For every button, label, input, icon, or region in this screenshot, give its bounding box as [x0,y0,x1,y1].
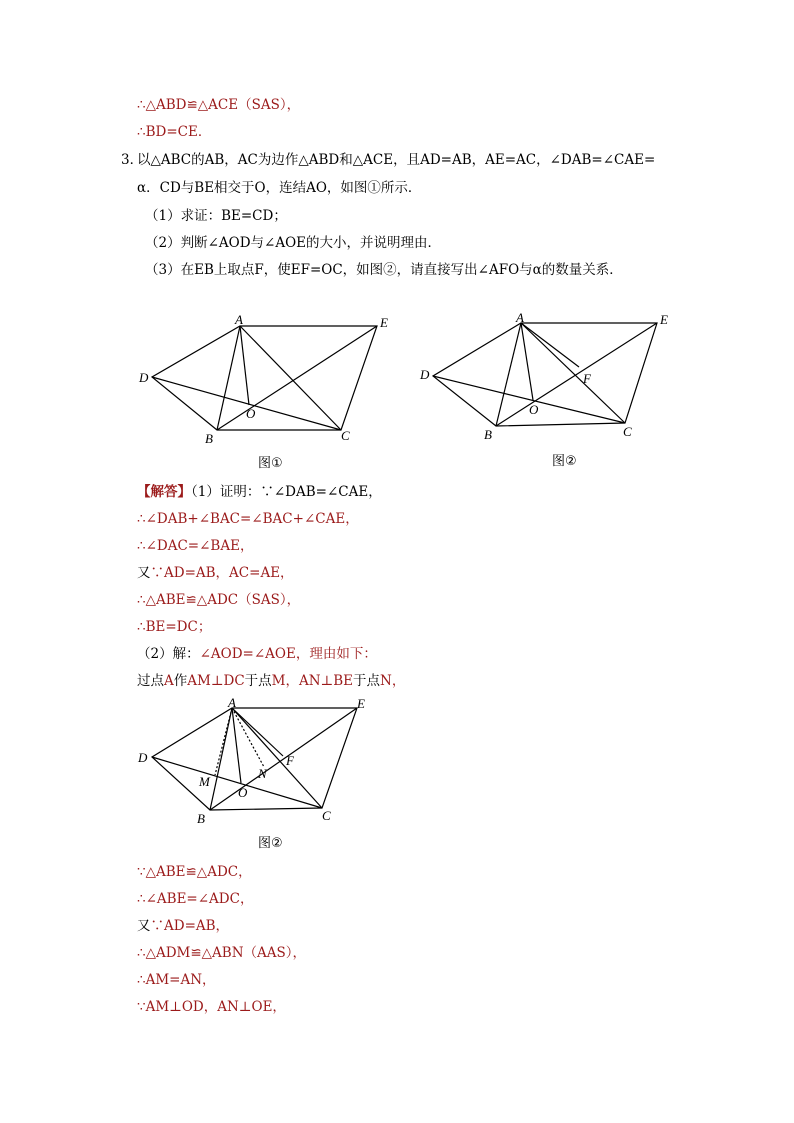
step-10 [137,917,229,935]
fig2-label-F: F [583,371,591,386]
fig3-label-M: M [199,774,210,789]
step-6 [137,645,377,663]
figure-3 [152,708,357,810]
fig1-label-C: C [341,428,350,443]
fig2-label-D: D [420,367,430,382]
fig3-label-E: E [357,696,365,711]
step-13: ∵AM⊥OD，AN⊥OE， [137,999,286,1015]
proof-line-2: ∴BD=CE． [137,124,212,140]
fig2-label-C: C [623,424,632,439]
question-number: 3． [121,152,144,168]
fig1-line-EB [217,326,377,430]
figure-1 [152,326,377,430]
step-3-prefix: 又 [137,565,151,581]
fig2-line-AB [496,323,521,426]
fig2-label-B: B [484,427,492,442]
fig2-caption: 图② [552,454,577,469]
fig2-label-O: O [529,402,539,417]
step-7-h: N， [380,673,406,689]
step-10-prefix: 又 [137,918,151,934]
fig3-label-D: D [138,750,148,765]
step-1: ∴∠DAB+∠BAC=∠BAC+∠CAE， [137,511,359,527]
fig3-line-DC [152,757,322,808]
step-10-text: ∵AD=AB， [150,918,230,934]
fig3-label-C: C [322,808,331,823]
fig3-line-AB [210,708,232,810]
step-9: ∴∠ABE=∠ADC， [137,891,254,907]
answer-tag: 【解答】 [137,484,191,500]
fig3-line-AO [232,708,241,783]
fig1-outline [152,326,377,430]
step-6-prefix: （2）解： [137,646,200,662]
fig1-caption: 图① [258,456,283,471]
fig3-outline [152,708,357,810]
question-part-3: （3）在EB上取点F，使EF=OC，如图②，请直接写出∠AFO与α的数量关系． [145,262,623,278]
fig3-caption: 图② [258,836,283,851]
step-8: ∵△ABE≌△ADC， [137,864,252,880]
fig2-label-A: A [516,310,524,325]
fig2-line-AO [521,323,533,400]
fig1-label-E: E [380,315,388,330]
step-12: ∴AM=AN， [137,972,216,988]
step-6-text: ∠AOD=∠AOE，理由如下： [199,646,377,662]
question-text-2: α．CD与BE相交于O，连结AO，如图①所示． [137,180,422,196]
fig3-label-F: F [286,753,294,768]
step-7-e: 于点 [244,673,272,689]
fig3-label-A: A [228,695,236,710]
step-3 [137,564,294,582]
fig1-label-A: A [235,312,243,327]
fig1-line-AB [217,326,240,430]
step-7-b: A [164,673,174,689]
figure-2 [433,323,657,426]
fig3-label-B: B [197,811,205,826]
step-2: ∴∠DAC=∠BAE， [137,538,254,554]
step-5: ∴BE=DC； [137,619,212,635]
step-7-f: M，AN⊥BE [271,673,354,689]
answer-line-1 [137,483,382,501]
fig1-label-O: O [246,406,256,421]
fig1-label-D: D [139,370,149,385]
step-3-text: ∵AD=AB，AC=AE， [150,565,294,581]
fig2-line-AF [521,323,579,367]
step-7-d: AM⊥DC [187,673,245,689]
question-text-1: 以△ABC的AB，AC为边作△ABD和△ACE，且AD=AB，AE=AC，∠DAB=∠CAE= [137,152,656,168]
fig2-outline [433,323,657,426]
proof-line-1: ∴△ABD≌△ACE（SAS）， [137,97,301,113]
fig3-line-EB [210,708,357,810]
step-7 [137,672,405,690]
answer-part-1: （1）证明：∵∠DAB=∠CAE， [191,484,382,500]
fig1-line-AO [240,326,249,405]
question-part-1: （1）求证：BE=CD； [145,208,287,224]
fig3-label-O: O [238,785,248,800]
step-11: ∴△ADM≌△ABN（AAS）， [137,945,307,961]
step-4: ∴△ABE≌△ADC（SAS）， [137,592,301,608]
fig3-label-N: N [258,766,267,781]
step-7-a: 过点 [137,673,164,689]
fig1-label-B: B [205,431,213,446]
figure-1-labels [138,312,388,471]
step-7-g: 于点 [353,673,381,689]
figure-3-labels [137,695,365,851]
question-part-2: （2）判断∠AOD与∠AOE的大小，并说明理由． [145,235,442,251]
step-7-c: 作 [173,673,188,689]
fig3-line-AF [232,708,283,756]
figure-2-labels [419,310,668,469]
fig2-label-E: E [660,312,668,327]
